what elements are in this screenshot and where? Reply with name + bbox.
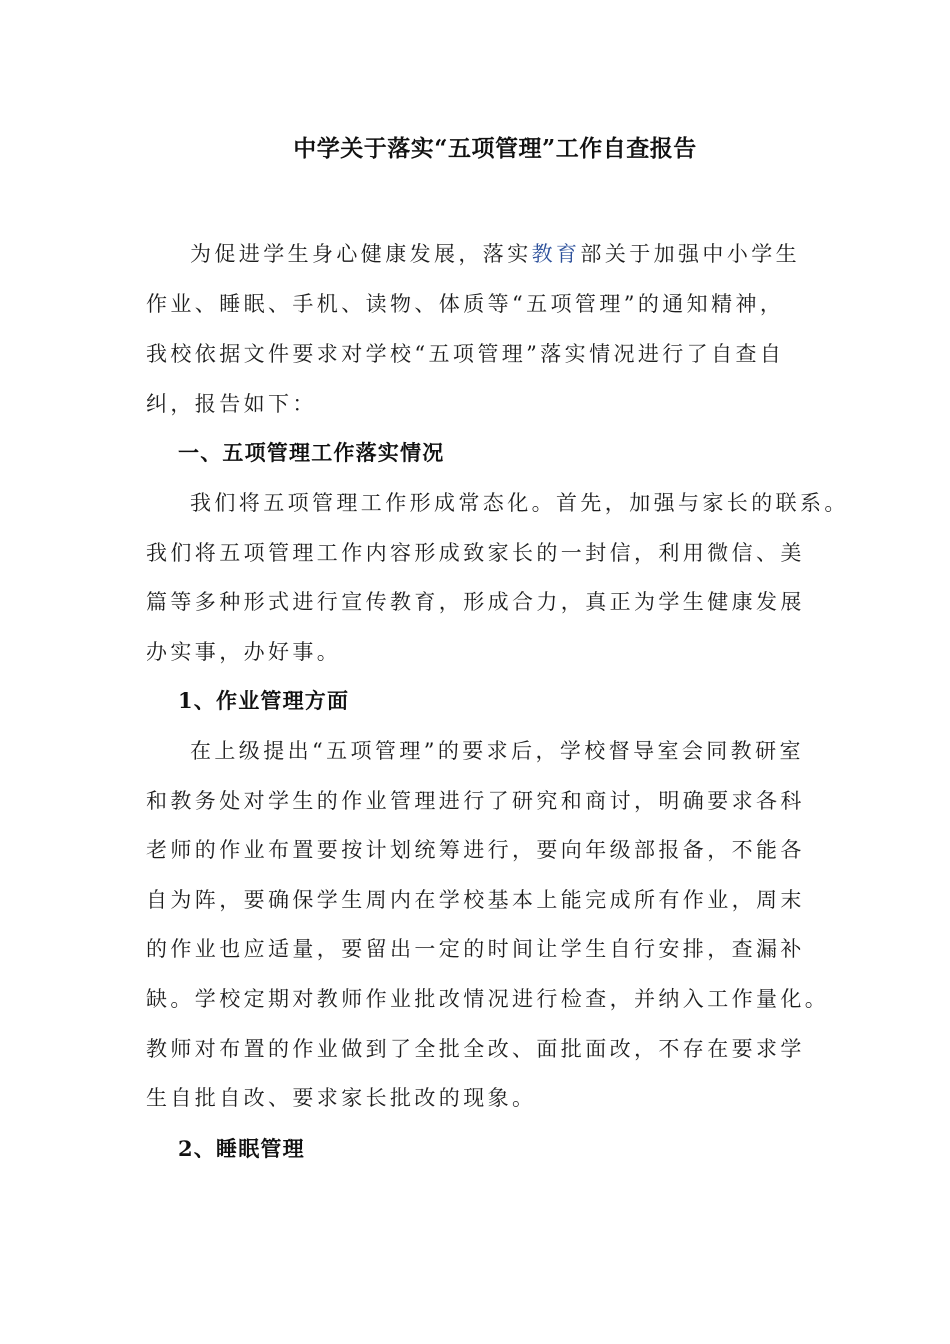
section-1-line: 我们将五项管理工作形成常态化。首先，加强与家长的联系。: [190, 491, 849, 515]
section-1-line: 我们将五项管理工作内容形成致家长的一封信，利用微信、美: [146, 541, 805, 565]
document-title: 中学关于落实“五项管理”工作自查报告: [293, 135, 697, 162]
subsection-1-line: 自为阵，要确保学生周内在学校基本上能完成所有作业，周末: [146, 888, 805, 912]
subsection-2-heading: 2、睡眠管理: [178, 1136, 305, 1161]
subsection-1-line: 教师对布置的作业做到了全批全改、面批面改，不存在要求学: [146, 1037, 805, 1061]
section-1-heading: 一、五项管理工作落实情况: [178, 440, 445, 465]
subsection-1-line: 和教务处对学生的作业管理进行了研究和商讨，明确要求各科: [146, 789, 805, 813]
intro-line-1-before: 为促进学生身心健康发展，落实: [190, 242, 532, 266]
intro-line-1: [190, 238, 800, 268]
intro-line-3: 我校依据文件要求对学校“五项管理”落实情况进行了自查自: [146, 342, 785, 366]
education-link[interactable]: 教育: [531, 242, 581, 266]
intro-line-4: 纠，报告如下：: [146, 392, 317, 416]
subsection-1-line: 缺。学校定期对教师作业批改情况进行检查，并纳入工作量化。: [146, 987, 830, 1011]
intro-line-1-after: 部关于加强中小学生: [580, 242, 801, 266]
subsection-1-heading: 1、作业管理方面: [178, 688, 350, 713]
section-1-line: 篇等多种形式进行宣传教育，形成合力，真正为学生健康发展: [146, 590, 805, 614]
subsection-1-line: 在上级提出“五项管理”的要求后，学校督导室会同教研室: [190, 739, 804, 763]
subsection-1-line: 的作业也应适量，要留出一定的时间让学生自行安排，查漏补: [146, 937, 805, 961]
section-1-line: 办实事，办好事。: [146, 640, 342, 664]
subsection-1-line: 老师的作业布置要按计划统筹进行，要向年级部报备，不能各: [146, 838, 805, 862]
subsection-1-line: 生自批自改、要求家长批改的现象。: [146, 1086, 537, 1110]
intro-line-2: 作业、睡眠、手机、读物、体质等“五项管理”的通知精神，: [146, 292, 785, 316]
